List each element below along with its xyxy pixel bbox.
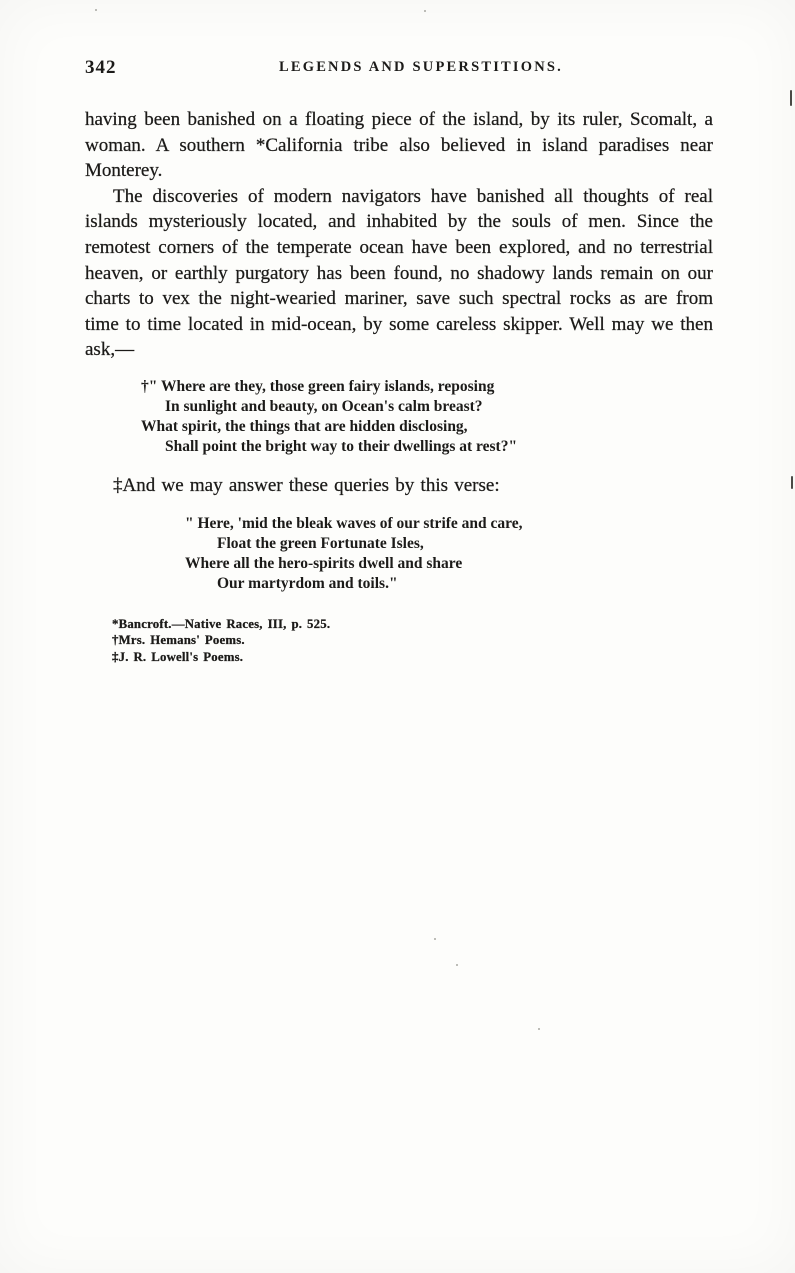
body-text (85, 107, 713, 665)
poem-line: †" Where are they, those green fairy islands, reposing (141, 377, 495, 395)
scan-speck (95, 9, 97, 11)
scan-speck (434, 938, 436, 940)
paragraph: The discoveries of modern navigators have banished all thoughts of real islands mysteriously located, and inhabited by the souls of men. Since the remotest corners of the temperate ocean have been explored, and no terrestrial heaven, or earthly purgatory has been found, no shadowy lands remain on our charts to vex the night-wearied mariner, save such spectral rocks as are from time to time located in mid-ocean, by some careless skipper. Well may we then ask,— (85, 185, 713, 361)
poem-line: Shall point the bright way to their dwellings at rest?" (165, 437, 518, 455)
running-header: LEGENDS AND SUPERSTITIONS. (278, 59, 564, 75)
page-header (85, 57, 713, 77)
scan-edge-mark (791, 476, 793, 489)
answer-line: ‡And we may answer these queries by this verse: (113, 474, 500, 496)
scan-speck (424, 10, 426, 12)
poem-line: Our martyrdom and toils." (217, 574, 398, 592)
page-content (85, 57, 713, 665)
scan-speck (538, 1028, 540, 1030)
footnote-bancroft: *Bancroft.—Native Races, III, p. 525. (112, 616, 331, 631)
scan-speck (456, 964, 458, 966)
poem-line: Float the green Fortunate Isles, (217, 534, 424, 552)
paragraph: having been banished on a floating piece of the island, by its ruler, Scomalt, a woman. A southern *California tribe also believed in island paradises near Monterey. (85, 109, 713, 182)
poem-quote-hemans (141, 377, 713, 457)
poem-line: What spirit, the things that are hidden disclosing, (141, 417, 468, 435)
footnote-hemans: †Mrs. Hemans' Poems. (112, 633, 245, 648)
poem-line: " Here, 'mid the bleak waves of our strife and care, (185, 514, 523, 532)
poem-line: In sunlight and beauty, on Ocean's calm breast? (165, 397, 483, 415)
poem-quote-lowell (185, 514, 713, 594)
poem-line: Where all the hero-spirits dwell and share (185, 554, 463, 572)
scan-edge-mark (790, 90, 792, 106)
footnotes (112, 616, 713, 666)
page-number: 342 (85, 57, 117, 78)
footnote-lowell: ‡J. R. Lowell's Poems. (112, 649, 244, 664)
